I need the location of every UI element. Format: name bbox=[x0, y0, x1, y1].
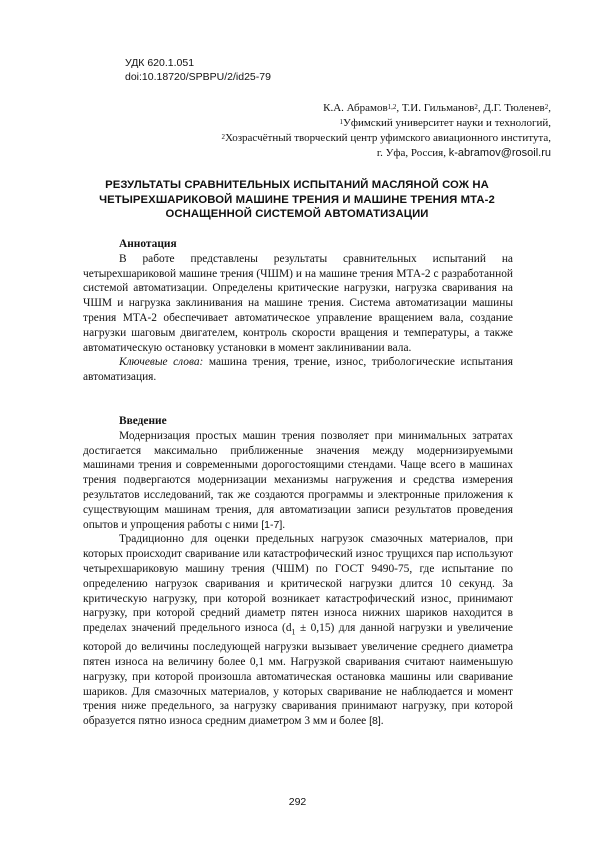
article-title bbox=[84, 178, 510, 222]
authors-block bbox=[71, 101, 551, 161]
intro-paragraph-1: Модернизация простых машин трения позволяет при минимальных затратах достигается максимально приближенные значения между модернизируемыми машинами трения и современными дорогостоящими стендами. Чаще всего в машинах трения подвергаются модернизации механизмы нагружения и средства измерения результатов исследований, так же создаются программы и электронные приложения к существующим машинам трения, для автоматизации записи результатов проведения опытов и упрощения работы с ними [1-7]. bbox=[83, 429, 513, 531]
title-line-2: ЧЕТЫРЕХШАРИКОВОЙ МАШИНЕ ТРЕНИЯ И МАШИНЕ ТРЕНИЯ МТА-2 bbox=[99, 193, 495, 206]
abstract-text: В работе представлены результаты сравнительных испытаний на четырехшариковой машине трения (ЧШМ) и на машине трения МТА-2 с разработанной системой автоматизации. Определены критические нагрузки, нагрузка сваривания на ЧШМ и нагрузка заклинивания на машине трения. Система автоматизации машины трения МТА-2 обеспечивает автоматическое управление вращением вала, создание нагрузки шаговым двигателем, контроль скорости вращения и температуры, а также автоматическую остановку установки в момент заклинивании вала. bbox=[83, 252, 513, 354]
abstract-heading: Аннотация bbox=[119, 238, 177, 250]
author-names: К.А. Абрамов$^{1,2}$, Т.И. Гильманов$^2$, Д.Г. Тюленев$^2$, bbox=[323, 102, 551, 114]
page-number: 292 bbox=[288, 796, 307, 808]
introduction-section bbox=[83, 414, 513, 729]
citation-8[interactable]: [8] bbox=[369, 715, 381, 728]
doi[interactable]: doi:10.18720/SPBPU/2/id25-79 bbox=[125, 71, 271, 83]
affiliation-2: $^2$Хозрасчётный творческий центр уфимского авиационного института, bbox=[221, 132, 551, 144]
location-email: г. Уфа, Россия, k-abramov@rosoil.ru bbox=[376, 147, 551, 159]
citation-1-7[interactable]: [1-7] bbox=[261, 518, 283, 531]
keywords bbox=[83, 355, 513, 385]
keywords-label: Ключевые слова: bbox=[119, 356, 204, 369]
keywords-list: машина трения, трение, износ, трибологические испытания автоматизация. bbox=[83, 356, 513, 384]
intro-heading: Введение bbox=[119, 415, 167, 427]
abstract-section bbox=[83, 237, 513, 385]
affiliation-1: $^1$Уфимский университет науки и технологий, bbox=[339, 117, 551, 129]
title-line-3: ОСНАЩЕННОЙ СИСТЕМОЙ АВТОМАТИЗАЦИИ bbox=[165, 208, 429, 220]
udk-code: УДК 620.1.051 bbox=[125, 57, 195, 69]
title-line-1: РЕЗУЛЬТАТЫ СРАВНИТЕЛЬНЫХ ИСПЫТАНИЙ МАСЛЯНОЙ СОЖ НА bbox=[105, 179, 489, 191]
intro-paragraph-2: Традиционно для оценки предельных нагрузок смазочных материалов, при которых происходит сваривание или катастрофический износ трущихся пар используют четырехшариковую машину трения (ЧШМ) по ГОСТ 9490-75, где испытание по определению нагрузок сваривания и критической нагрузки длится 10 секунд. За критическую нагрузку, при которой возникает катастрофический износ, принимают нагрузку, при которой средний диаметр пятен износа нижних шариков находится в пределах значений предельного износа $(d_1 \pm 0,15)$ для данной нагрузки и увеличение которой до величины последующей нагрузки вызывает увеличение среднего диаметра пятен износа на величину более 0,1 мм. Нагрузкой сваривания считают наименьшую нагрузку, при которой произошла автоматическая остановка машины или сваривание шариков. Для смазочных материалов, у которых сваривание не наблюдается и момент трения ниже предельного, за нагрузку сваривания принимают нагрузку, при которой образуется пятно износа средним диаметром 3 мм и более [8]. bbox=[83, 533, 513, 728]
article-header bbox=[125, 56, 271, 84]
email-link[interactable]: k-abramov@rosoil.ru bbox=[448, 147, 551, 159]
